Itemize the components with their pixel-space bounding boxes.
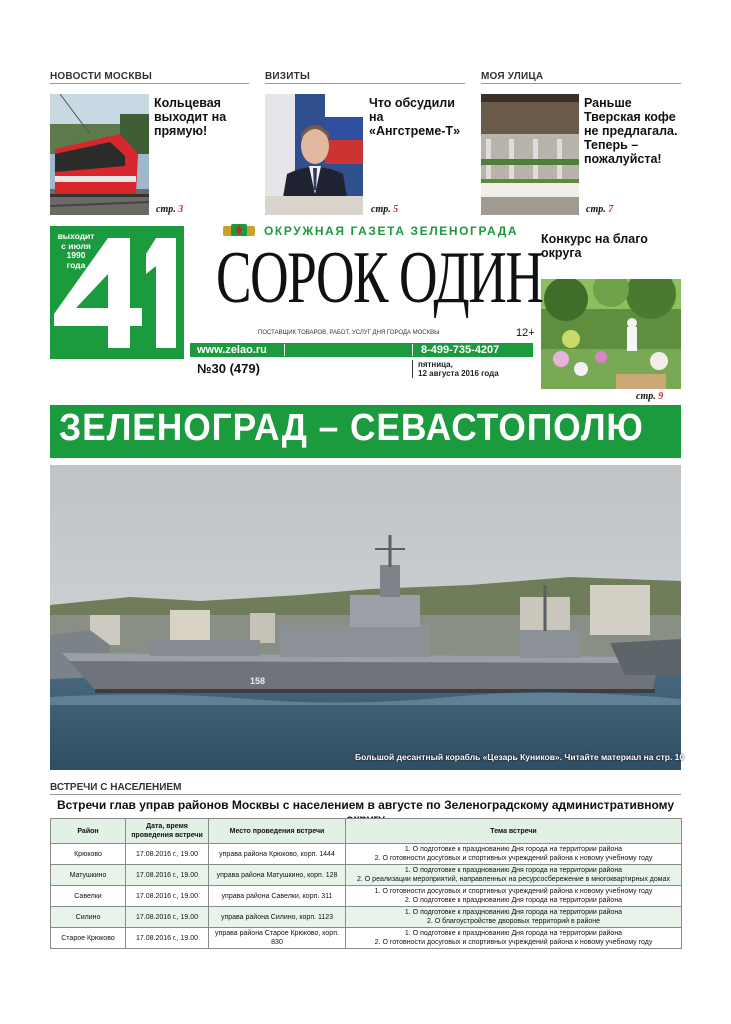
topic-line: 2. О подготовке к празднованию Дня города на территории района bbox=[404, 897, 623, 904]
topic-line: 2. О готовности досуговых и спортивных учреждений района к новому учебному году bbox=[374, 939, 653, 946]
cell-place: управа района Матушкино, корп. 128 bbox=[209, 865, 346, 886]
issue-weekday: пятница, bbox=[418, 360, 453, 369]
topic-line: 2. О благоустройстве дворовых территорий в районе bbox=[426, 918, 601, 925]
masthead-title[interactable]: СОРОК ОДИН bbox=[216, 237, 543, 319]
logo-note-line: 1990 bbox=[66, 250, 86, 260]
teaser-title-tverskaya[interactable]: Раньше Тверская кофе не предлагала. Теперь – пожалуйста! bbox=[584, 96, 678, 166]
main-headline[interactable]: ЗЕЛЕНОГРАД – СЕВАСТОПОЛЮ bbox=[59, 407, 644, 449]
section-divider bbox=[265, 83, 465, 84]
table-row bbox=[51, 865, 682, 886]
cell-district: Крюково bbox=[51, 844, 126, 865]
page-number: 7 bbox=[608, 204, 614, 215]
table-header-row bbox=[51, 819, 682, 844]
section-divider bbox=[50, 83, 249, 84]
bar-divider bbox=[284, 344, 285, 356]
topic-line: 1. О подготовке к празднованию Дня города на территории района bbox=[404, 846, 623, 853]
header-date-line: Дата, время bbox=[146, 823, 188, 830]
header-date-line: проведения встречи bbox=[131, 832, 203, 839]
main-ship-photo[interactable] bbox=[50, 465, 681, 770]
page-number: 5 bbox=[393, 204, 399, 215]
section-divider bbox=[481, 83, 681, 84]
masthead-subtitle: ОКРУЖНАЯ ГАЗЕТА ЗЕЛЕНОГРАДА bbox=[264, 224, 519, 238]
header-district: Район bbox=[51, 819, 126, 844]
cell-place: управа района Старое Крюково, корп. 830 bbox=[209, 928, 346, 949]
page-prefix: стр. bbox=[371, 204, 394, 215]
page-prefix: стр. bbox=[586, 204, 609, 215]
page-number: 9 bbox=[658, 391, 664, 402]
cell-date: 17.08.2016 г., 19.00 bbox=[126, 844, 209, 865]
issue-date-text: 12 августа 2016 года bbox=[418, 369, 499, 378]
issue-number: №30 (479) bbox=[197, 361, 260, 376]
photo-caption: Большой десантный корабль «Цезарь Куников». Читайте материал на стр. 10 bbox=[355, 752, 685, 762]
cell-district: Матушкино bbox=[51, 865, 126, 886]
phone-number[interactable]: 8-499-735-4207 bbox=[421, 344, 500, 356]
topic-line: 1. О подготовке к празднованию Дня города на территории района bbox=[404, 909, 623, 916]
issue-date bbox=[418, 360, 499, 378]
train-photo[interactable] bbox=[50, 94, 149, 215]
page-reference[interactable] bbox=[371, 204, 398, 215]
page-prefix: стр. bbox=[156, 204, 179, 215]
topic-line: 2. О готовности досуговых и спортивных учреждений района к новому учебному году bbox=[374, 855, 653, 862]
masthead-tagline: ПОСТАВЩИК ТОВАРОВ, РАБОТ, УСЛУГ ДНЯ ГОРОДА МОСКВЫ bbox=[258, 330, 440, 336]
logo-note-line: с июля bbox=[61, 240, 91, 251]
teaser-title-ring-line[interactable]: Кольцевая выходит на прямую! bbox=[154, 96, 227, 138]
header-date bbox=[126, 819, 209, 844]
cell-date: 17.08.2016 г., 19.00 bbox=[126, 907, 209, 928]
street-cafe-photo[interactable] bbox=[481, 94, 579, 215]
teaser-title-contest[interactable]: Конкурс на благо округа bbox=[541, 232, 648, 260]
cell-district: Старое Крюково bbox=[51, 928, 126, 949]
emblem-icon bbox=[221, 223, 257, 237]
logo-digit-one bbox=[146, 238, 176, 348]
page-reference[interactable] bbox=[636, 391, 663, 402]
cell-district: Силино bbox=[51, 907, 126, 928]
cell-topic bbox=[346, 886, 682, 907]
meetings-table-title: Встречи глав управ районов Москвы с населением в августе по Зеленоградскому административному bbox=[56, 798, 675, 812]
teaser-title-angstrem[interactable]: Что обсудили на «Ангстреме-Т» bbox=[369, 96, 461, 138]
cell-date: 17.08.2016 г., 19.00 bbox=[126, 865, 209, 886]
cell-place: управа района Савелки, корп. 311 bbox=[209, 886, 346, 907]
table-row bbox=[51, 907, 682, 928]
logo-note-line: года bbox=[66, 259, 86, 270]
topic-line: 1. О готовности досуговых и спортивных учреждений района к новому учебному году bbox=[374, 888, 653, 895]
hull-number: 158 bbox=[250, 676, 266, 686]
topic-line: 2. О реализации мероприятий, направленных на ресурсосбережение в многоквартирных домах bbox=[357, 876, 670, 883]
page-number: 3 bbox=[178, 204, 184, 215]
table-row bbox=[51, 844, 682, 865]
cell-topic bbox=[346, 907, 682, 928]
page-reference[interactable] bbox=[586, 204, 613, 215]
page-reference[interactable] bbox=[156, 204, 183, 215]
cell-topic bbox=[346, 865, 682, 886]
header-topic: Тема встречи bbox=[346, 819, 682, 844]
cell-topic bbox=[346, 928, 682, 949]
meetings-table bbox=[50, 818, 682, 949]
header-place: Место проведения встречи bbox=[209, 819, 346, 844]
cell-topic bbox=[346, 844, 682, 865]
table-row bbox=[51, 886, 682, 907]
section-label-moscow-news: НОВОСТИ МОСКВЫ bbox=[50, 71, 153, 82]
official-photo[interactable] bbox=[265, 94, 363, 215]
section-label-meetings: ВСТРЕЧИ С НАСЕЛЕНИЕМ bbox=[50, 782, 182, 793]
cell-date: 17.08.2016 г., 19.00 bbox=[126, 928, 209, 949]
website-link[interactable]: www.zelao.ru bbox=[197, 344, 267, 356]
cell-place: управа района Крюково, корп. 1444 bbox=[209, 844, 346, 865]
table-row bbox=[51, 928, 682, 949]
garden-photo[interactable] bbox=[541, 279, 681, 389]
cell-date: 17.08.2016 г., 19.00 bbox=[126, 886, 209, 907]
cell-place: управа района Силино, корп. 1123 bbox=[209, 907, 346, 928]
section-label-my-street: МОЯ УЛИЦА bbox=[481, 71, 544, 82]
section-label-visits: ВИЗИТЫ bbox=[265, 71, 310, 82]
section-divider bbox=[50, 794, 681, 795]
topic-line: 1. О подготовке к празднованию Дня города на территории района bbox=[404, 930, 623, 937]
issue-divider bbox=[412, 360, 413, 378]
page-prefix: стр. bbox=[636, 391, 659, 402]
logo-since-note bbox=[57, 232, 95, 270]
cell-district: Савелки bbox=[51, 886, 126, 907]
topic-line: 1. О подготовке к празднованию Дня города на территории района bbox=[404, 867, 623, 874]
age-rating-badge: 12+ bbox=[516, 327, 535, 339]
bar-divider bbox=[412, 344, 413, 356]
logo-note-line: выходит bbox=[57, 231, 95, 241]
